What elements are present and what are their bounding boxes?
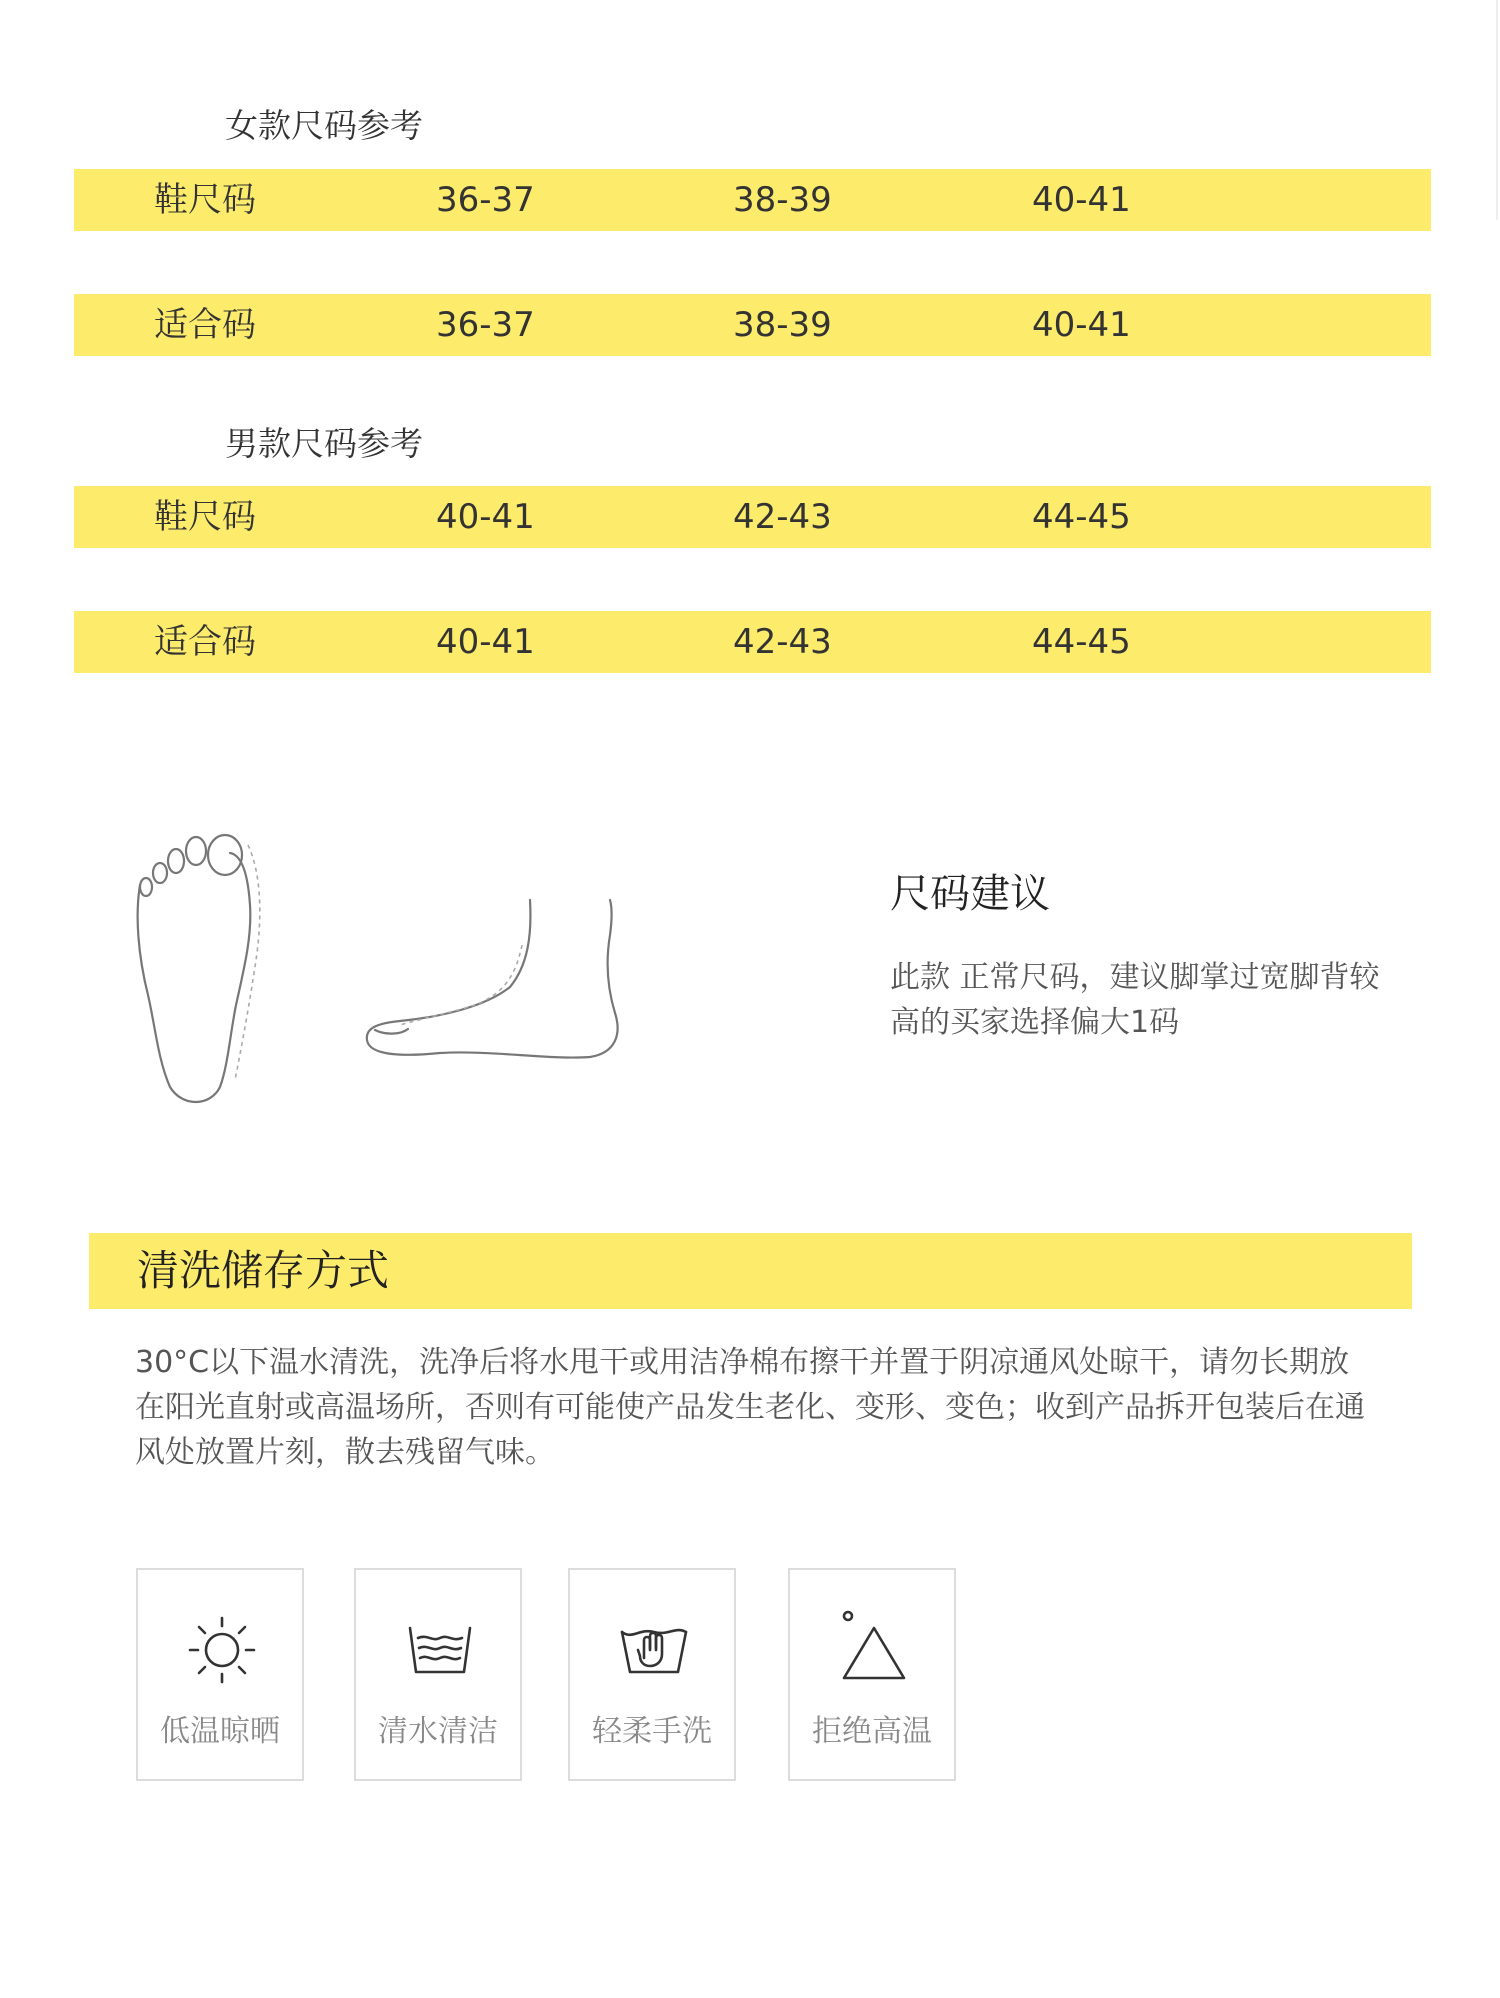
- size-cell: 38-39: [733, 305, 832, 345]
- care-label: 拒绝高温: [812, 1714, 932, 1749]
- care-instructions-text: 30°C以下温水清洗，洗净后将水甩干或用洁净棉布擦干并置于阴凉通风处晾干，请勿长期放在阳光直射或高温场所，否则有可能使产品发生老化、变形、变色；收到产品拆开包装后在通风处放置片刻，散去残留气味。: [135, 1345, 1365, 1470]
- size-cell: 42-43: [733, 497, 832, 537]
- right-edge-divider: [1496, 0, 1498, 220]
- row-label: 适合码: [154, 622, 256, 662]
- size-cell: 44-45: [1032, 497, 1131, 537]
- men-fit-size-row: [74, 611, 1431, 673]
- men-shoe-size-row: [74, 486, 1431, 548]
- size-cell: 36-37: [436, 180, 535, 220]
- water-basin-icon: [400, 1610, 480, 1690]
- size-cell: 42-43: [733, 622, 832, 662]
- no-heat-icon: [834, 1610, 914, 1690]
- care-card-gentle-hand-wash: [568, 1568, 736, 1781]
- size-advice-text: 此款 正常尺码，建议脚掌过宽脚背较高的买家选择偏大1码: [890, 960, 1380, 1040]
- care-card-low-temp-dry: [136, 1568, 304, 1781]
- sun-icon: [182, 1610, 262, 1690]
- row-label: 适合码: [154, 305, 256, 345]
- care-label: 轻柔手洗: [592, 1714, 712, 1749]
- row-label: 鞋尺码: [154, 497, 256, 537]
- care-section-title: 清洗储存方式: [137, 1246, 390, 1295]
- care-label: 低温晾晒: [160, 1714, 280, 1749]
- women-shoe-size-row: [74, 169, 1431, 231]
- foot-sole-illustration: [130, 825, 270, 1110]
- care-label: 清水清洁: [378, 1714, 498, 1749]
- women-fit-size-row: [74, 294, 1431, 356]
- row-label: 鞋尺码: [154, 180, 256, 220]
- foot-side-illustration: [360, 895, 625, 1070]
- men-size-title: 男款尺码参考: [225, 424, 423, 463]
- care-section-header: [89, 1233, 1412, 1309]
- size-cell: 40-41: [436, 497, 535, 537]
- hand-wash-icon: [614, 1610, 694, 1690]
- care-card-clean-water: [354, 1568, 522, 1781]
- women-size-title: 女款尺码参考: [225, 106, 423, 145]
- size-cell: 38-39: [733, 180, 832, 220]
- size-advice-title: 尺码建议: [890, 871, 1050, 917]
- size-cell: 40-41: [436, 622, 535, 662]
- care-card-no-high-temp: [788, 1568, 956, 1781]
- size-cell: 40-41: [1032, 180, 1131, 220]
- size-cell: 44-45: [1032, 622, 1131, 662]
- size-cell: 36-37: [436, 305, 535, 345]
- size-cell: 40-41: [1032, 305, 1131, 345]
